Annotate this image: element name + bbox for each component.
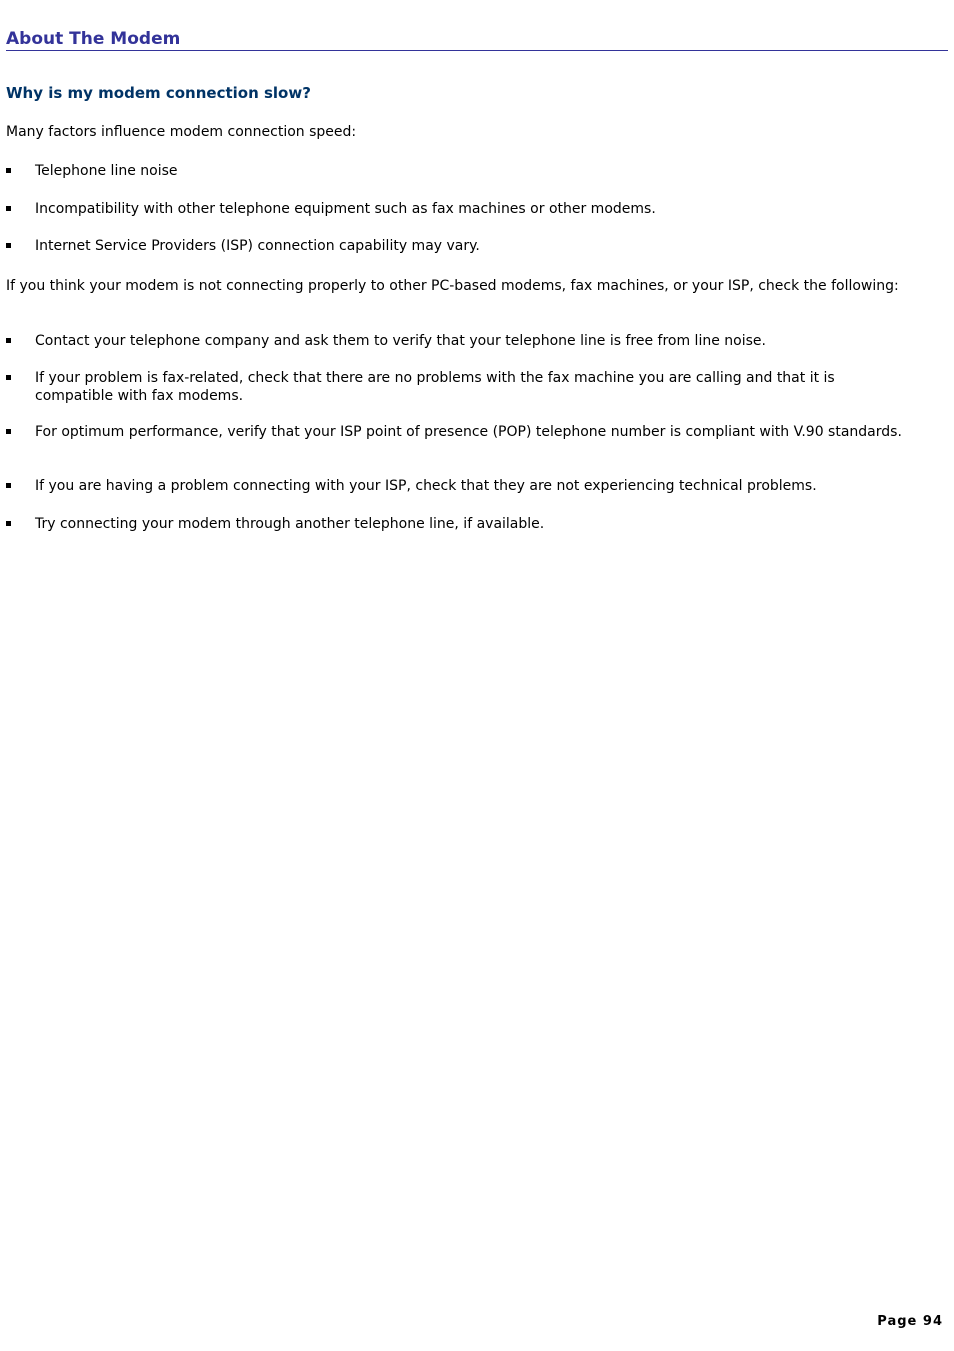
- list-item: [6, 237, 906, 255]
- list-item-text: Incompatibility with other telephone equipment such as fax machines or other modems.: [35, 201, 656, 217]
- square-bullet-icon: [6, 375, 11, 380]
- page-number: Page 94: [877, 1314, 943, 1329]
- list-item: [6, 423, 906, 441]
- square-bullet-icon: [6, 243, 11, 248]
- square-bullet-icon: [6, 338, 11, 343]
- square-bullet-icon: [6, 206, 11, 211]
- list-item: [6, 515, 906, 533]
- intro-paragraph: Many factors influence modem connection speed:: [6, 124, 357, 140]
- list-item: [6, 369, 906, 405]
- list-item-text: Telephone line noise: [35, 163, 178, 179]
- section-heading: Why is my modem connection slow?: [6, 84, 311, 102]
- list-item-text: Internet Service Providers (ISP) connection capability may vary.: [35, 238, 480, 254]
- list-item: [6, 477, 906, 495]
- square-bullet-icon: [6, 429, 11, 434]
- square-bullet-icon: [6, 168, 11, 173]
- square-bullet-icon: [6, 521, 11, 526]
- square-bullet-icon: [6, 483, 11, 488]
- list-item: [6, 200, 906, 218]
- page-title: About The Modem: [6, 29, 948, 51]
- list-item-text: Try connecting your modem through another telephone line, if available.: [35, 516, 545, 532]
- list-item-text: Contact your telephone company and ask them to verify that your telephone line is free from line noise.: [35, 333, 766, 349]
- followup-paragraph: If you think your modem is not connecting properly to other PC-based modems, fax machines, or your ISP, check the following:: [6, 278, 899, 294]
- list-item: [6, 332, 906, 350]
- list-item-text: If your problem is fax-related, check that there are no problems with the fax machine you are calling and that it is compatible with fax modems.: [35, 370, 835, 404]
- list-item-text: For optimum performance, verify that your ISP point of presence (POP) telephone number is compliant with V.90 standards.: [35, 424, 902, 440]
- list-item-text: If you are having a problem connecting with your ISP, check that they are not experiencing technical problems.: [35, 478, 817, 494]
- list-item: [6, 162, 906, 180]
